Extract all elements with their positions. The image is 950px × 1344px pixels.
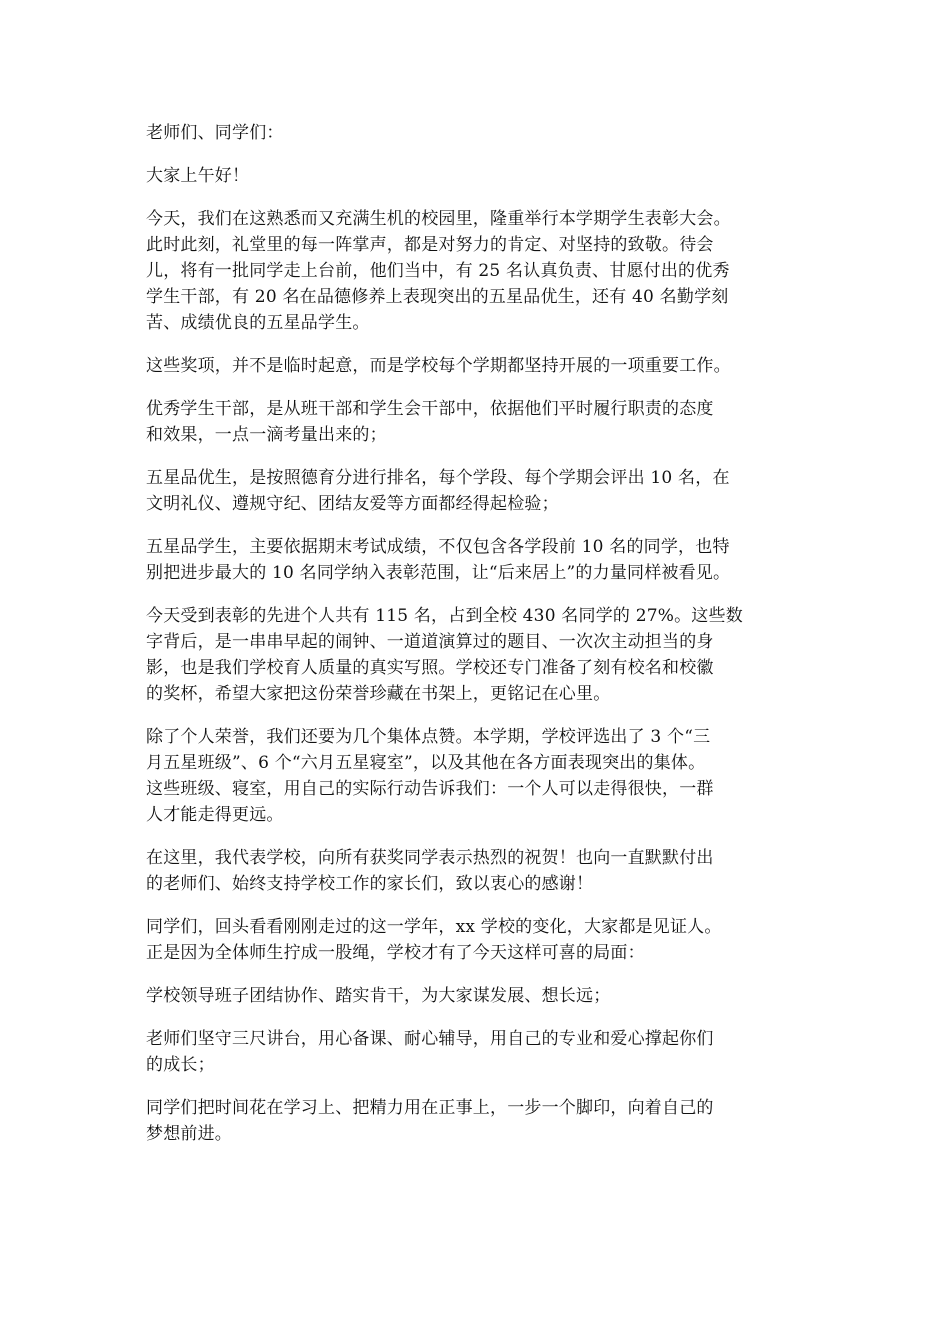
paragraph: 五星品优生，是按照德育分进行排名，每个学段、每个学期会评出 10 名，在 文明礼仪、遵规守纪、团结友爱等方面都经得起检验； bbox=[146, 468, 730, 514]
paragraph: 五星品学生，主要依据期末考试成绩，不仅包含各学段前 10 名的同学，也特 别把进步最大的 10 名同学纳入表彰范围，让“后来居上”的力量同样被看见。 bbox=[146, 537, 731, 583]
paragraph: 今天，我们在这熟悉而又充满生机的校园里，隆重举行本学期学生表彰大会。 此时此刻，礼堂里的每一阵掌声，都是对努力的肯定、对坚持的致敬。待会 儿，将有一批同学走上台前，他们当中，有 25 名认真负责、甘愿付出的优秀 学生干部，有 20 名在品德修养上表现突出的五星品优生，还有 40 名勤学刻 苦、成绩优良的五星品学生。 bbox=[146, 209, 731, 333]
paragraph: 在这里，我代表学校，向所有获奖同学表示热烈的祝贺！也向一直默默付出 的老师们、始终支持学校工作的家长们，致以衷心的感谢！ bbox=[146, 848, 714, 894]
paragraph: 除了个人荣誉，我们还要为几个集体点赞。本学期，学校评选出了 3 个“三 月五星班级”、6 个“六月五星寝室”，以及其他在各方面表现突出的集体。 这些班级、寝室，用自己的实际行动告诉我们：一个人可以走得很快，一群 人才能走得更远。 bbox=[146, 727, 714, 825]
paragraph: 同学们，回头看看刚刚走过的这一学年，xx 学校的变化，大家都是见证人。 正是因为全体师生拧成一股绳，学校才有了今天这样可喜的局面： bbox=[146, 917, 722, 963]
salutation: 老师们、同学们： bbox=[146, 123, 284, 143]
paragraph: 同学们把时间花在学习上、把精力用在正事上，一步一个脚印，向着自己的 梦想前进。 bbox=[146, 1098, 714, 1144]
document-body bbox=[146, 120, 808, 1164]
paragraph: 学校领导班子团结协作、踏实肯干，为大家谋发展、想长远； bbox=[146, 986, 611, 1006]
paragraph: 优秀学生干部，是从班干部和学生会干部中，依据他们平时履行职责的态度 和效果，一点一滴考量出来的； bbox=[146, 399, 714, 445]
greeting: 大家上午好！ bbox=[146, 166, 250, 186]
paragraph: 老师们坚守三尺讲台，用心备课、耐心辅导，用自己的专业和爱心撑起你们 的成长； bbox=[146, 1029, 714, 1075]
paragraph: 这些奖项，并不是临时起意，而是学校每个学期都坚持开展的一项重要工作。 bbox=[146, 356, 731, 376]
paragraph: 今天受到表彰的先进个人共有 115 名，占到全校 430 名同学的 27%。这些数 字背后，是一串串早起的闹钟、一道道演算过的题目、一次次主动担当的身 影，也是我们学校育人质量的真实写照。学校还专门准备了刻有校名和校徽 的奖杯，希望大家把这份荣誉珍藏在书架上，更铭记在心里。 bbox=[146, 606, 743, 704]
